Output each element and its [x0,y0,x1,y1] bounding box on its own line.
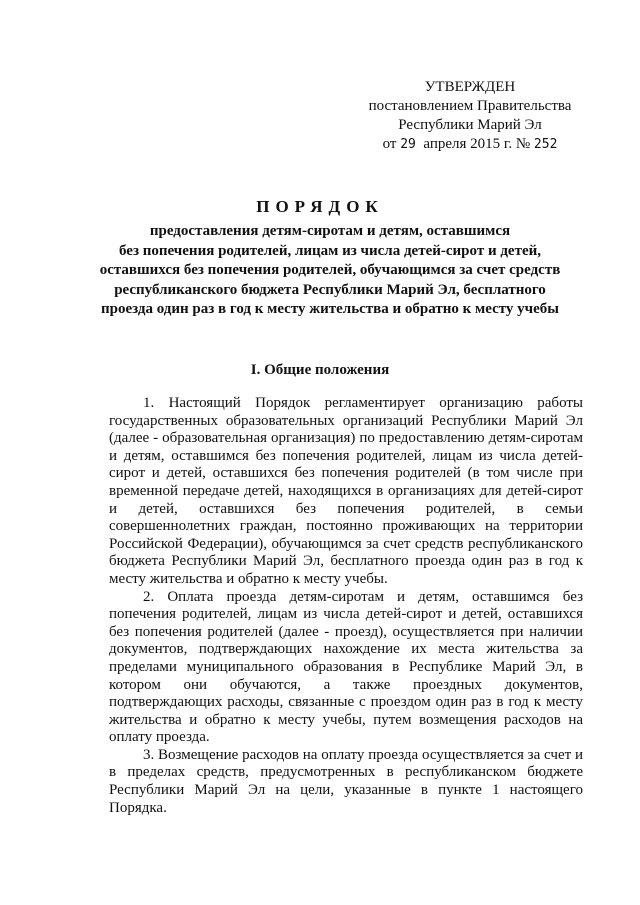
subtitle-line: оставшихся без попечения родителей, обучающимся за счет средств [99,262,561,278]
subtitle-line: предоставления детям-сиротам и детям, оставшимся [149,223,511,239]
document-title: ПОРЯДОК [256,197,384,216]
approval-month-year: апреля 2015 г. № [423,136,531,152]
document-body [109,395,583,817]
approval-number: 252 [533,137,558,152]
approval-title: УТВЕРЖДЕН [424,79,516,95]
paragraph-2: 2. Оплата проезда детям-сиротам и детям, оставшимся без попечения родителей, лицам из числа детей-сирот и детей, оставшихся без попечения родителей (далее - проезд), осуществляется при наличии документов, подтверждающих нахождение их места жительства за пределами муниципального образования в Республике Марий Эл, в котором они обучаются, а также проездных документов, подтверждающих расходы, связанные с проездом один раз в год к месту жительства и обратно к месту учебы, путем возмещения расходов на оплату проезда. [109,588,583,746]
subtitle-line: без попечения родителей, лицам из числа детей-сирот и детей, [119,242,541,259]
approval-day: 29 [400,137,416,152]
approval-date-prefix: от [382,136,397,152]
approval-authority: постановлением Правительства [368,98,572,114]
document-subtitle [95,222,565,320]
paragraph-3: 3. Возмещение расходов на оплату проезда осуществляется за счет и в пределах средств, предусмотренных в республиканском бюджете Республики Марий Эл на цели, указанные в пункте 1 настоящего Порядка. [109,746,583,816]
approval-region: Республики Марий Эл [398,117,542,133]
subtitle-line: проезда один раз в год к месту жительства и обратно к месту учебы [100,301,559,317]
approval-stamp [340,78,600,154]
subtitle-line: республиканского бюджета Республики Марий Эл, бесплатного [114,281,546,298]
approval-date-line [340,135,600,154]
paragraph-1: 1. Настоящий Порядок регламентирует организацию работы государственных образовательных организаций Республики Марий Эл (далее - образовательная организация) по предоставлению детям-сиротам и детям, оставшимся без попечения родителей, лицам из числа детей-сирот и детей, оставшихся без попечения родителей (в том числе при временной передаче детей, находящихся в организациях для детей-сирот и детей, оставшихся без попечения родителей, в семьи совершеннолетних граждан, постоянно проживающих на территории Российской Федерации), обучающимся за счет средств республиканского бюджета Республики Марий Эл, бесплатного проезда один раз в год к месту жительства и обратно к месту учебы. [109,395,583,587]
section-heading: I. Общие положения [250,362,390,378]
